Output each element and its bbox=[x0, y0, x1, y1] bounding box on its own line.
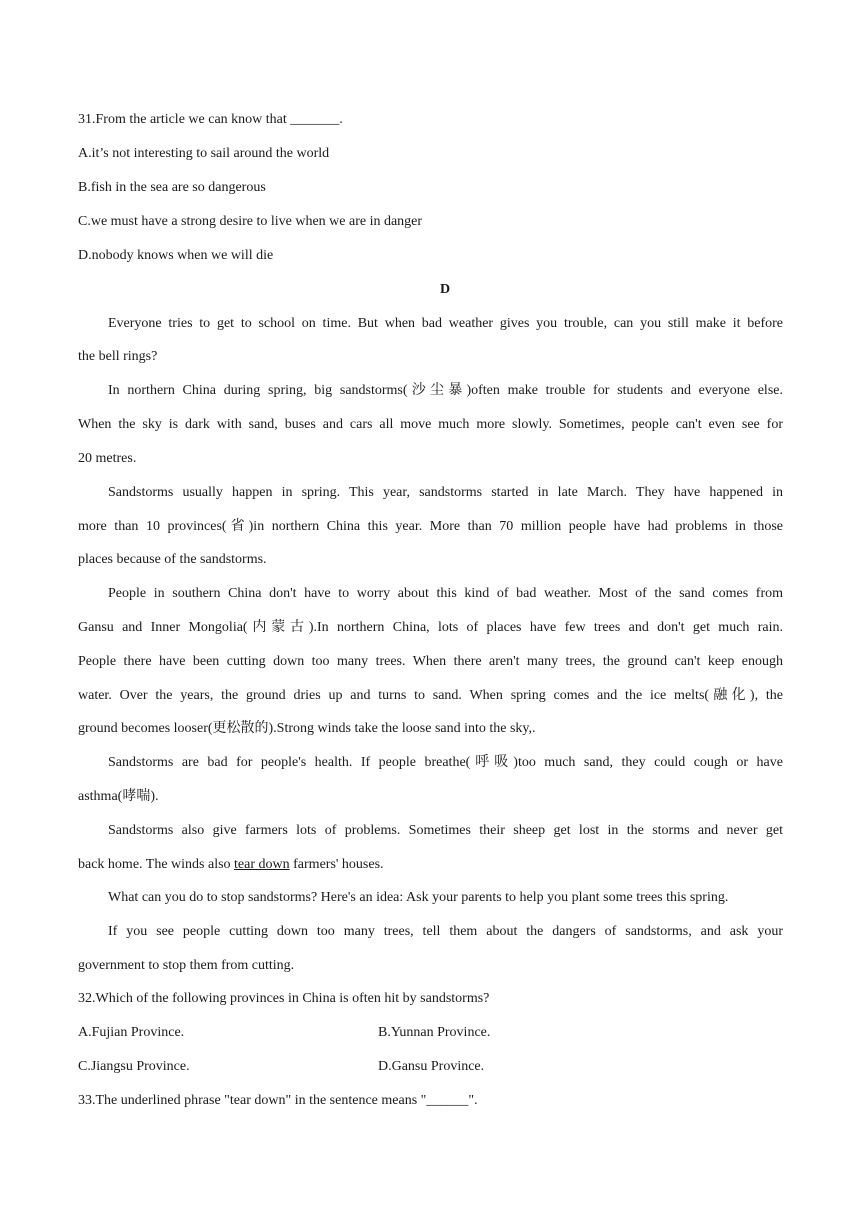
passage-p4-line4: water. Over the years, the ground dries up and turns to sand. When spring comes and the ice melts(融化), the bbox=[78, 688, 783, 703]
passage-p5-line1: Sandstorms are bad for people's health. If people breathe(呼吸)too much sand, they could cough or have bbox=[108, 755, 783, 770]
passage-p2-line3: 20 metres. bbox=[78, 451, 137, 466]
question-31-stem: 31.From the article we can know that _______. bbox=[78, 112, 343, 127]
passage-p1-line1: Everyone tries to get to school on time. But when bad weather gives you trouble, can you still make it before bbox=[108, 316, 783, 331]
passage-p8-line2: government to stop them from cutting. bbox=[78, 958, 295, 973]
passage-p6-line2-post: farmers' houses. bbox=[289, 857, 384, 872]
question-31-option-d: D.nobody knows when we will die bbox=[78, 248, 274, 263]
passage-p4-line3: People there have been cutting down too many trees. When there aren't many trees, the ground can't keep enough bbox=[78, 654, 783, 669]
passage-p8-line1: If you see people cutting down too many trees, tell them about the dangers of sandstorms, and ask your bbox=[108, 924, 783, 939]
question-32-option-d: D.Gansu Province. bbox=[378, 1059, 485, 1074]
section-heading: D bbox=[439, 282, 451, 297]
passage-p3-line1: Sandstorms usually happen in spring. This year, sandstorms started in late March. They have happened in bbox=[108, 485, 783, 500]
question-33-stem: 33.The underlined phrase "tear down" in the sentence means "______". bbox=[78, 1093, 478, 1108]
underlined-phrase: tear down bbox=[234, 857, 290, 872]
question-32-option-c: C.Jiangsu Province. bbox=[78, 1059, 190, 1074]
passage-p6-line2 bbox=[78, 857, 384, 873]
passage-p1-line2: the bell rings? bbox=[78, 349, 158, 364]
question-32-stem: 32.Which of the following provinces in China is often hit by sandstorms? bbox=[78, 991, 490, 1006]
question-31-option-c: C.we must have a strong desire to live when we are in danger bbox=[78, 214, 423, 229]
passage-p2-line1: In northern China during spring, big sandstorms(沙尘暴)often make trouble for students and everyone else. bbox=[108, 383, 783, 398]
passage-p4-line2: Gansu and Inner Mongolia(内蒙古).In northern China, lots of places have few trees and don't get much rain. bbox=[78, 620, 783, 635]
passage-p6-line2-pre: back home. The winds also bbox=[78, 857, 235, 872]
question-31-option-a: A.it’s not interesting to sail around the world bbox=[78, 146, 330, 161]
passage-p3-line2: more than 10 provinces(省)in northern China this year. More than 70 million people have had problems in those bbox=[78, 519, 783, 534]
passage-p4-line1: People in southern China don't have to worry about this kind of bad weather. Most of the sand comes from bbox=[108, 586, 783, 601]
question-32-option-b: B.Yunnan Province. bbox=[378, 1025, 491, 1040]
passage-p5-line2: asthma(哮喘). bbox=[78, 789, 159, 804]
question-31-option-b: B.fish in the sea are so dangerous bbox=[78, 180, 266, 195]
passage-p3-line3: places because of the sandstorms. bbox=[78, 552, 267, 567]
passage-p2-line2: When the sky is dark with sand, buses and cars all move much more slowly. Sometimes, people can't even see for bbox=[78, 417, 783, 432]
passage-p7-line1: What can you do to stop sandstorms? Here's an idea: Ask your parents to help you plant some trees this spring. bbox=[108, 890, 729, 905]
question-32-option-a: A.Fujian Province. bbox=[78, 1025, 185, 1040]
passage-p6-line1: Sandstorms also give farmers lots of problems. Sometimes their sheep get lost in the storms and never get bbox=[108, 823, 783, 838]
passage-p4-line5: ground becomes looser(更松散的).Strong winds take the loose sand into the sky,. bbox=[78, 721, 536, 736]
